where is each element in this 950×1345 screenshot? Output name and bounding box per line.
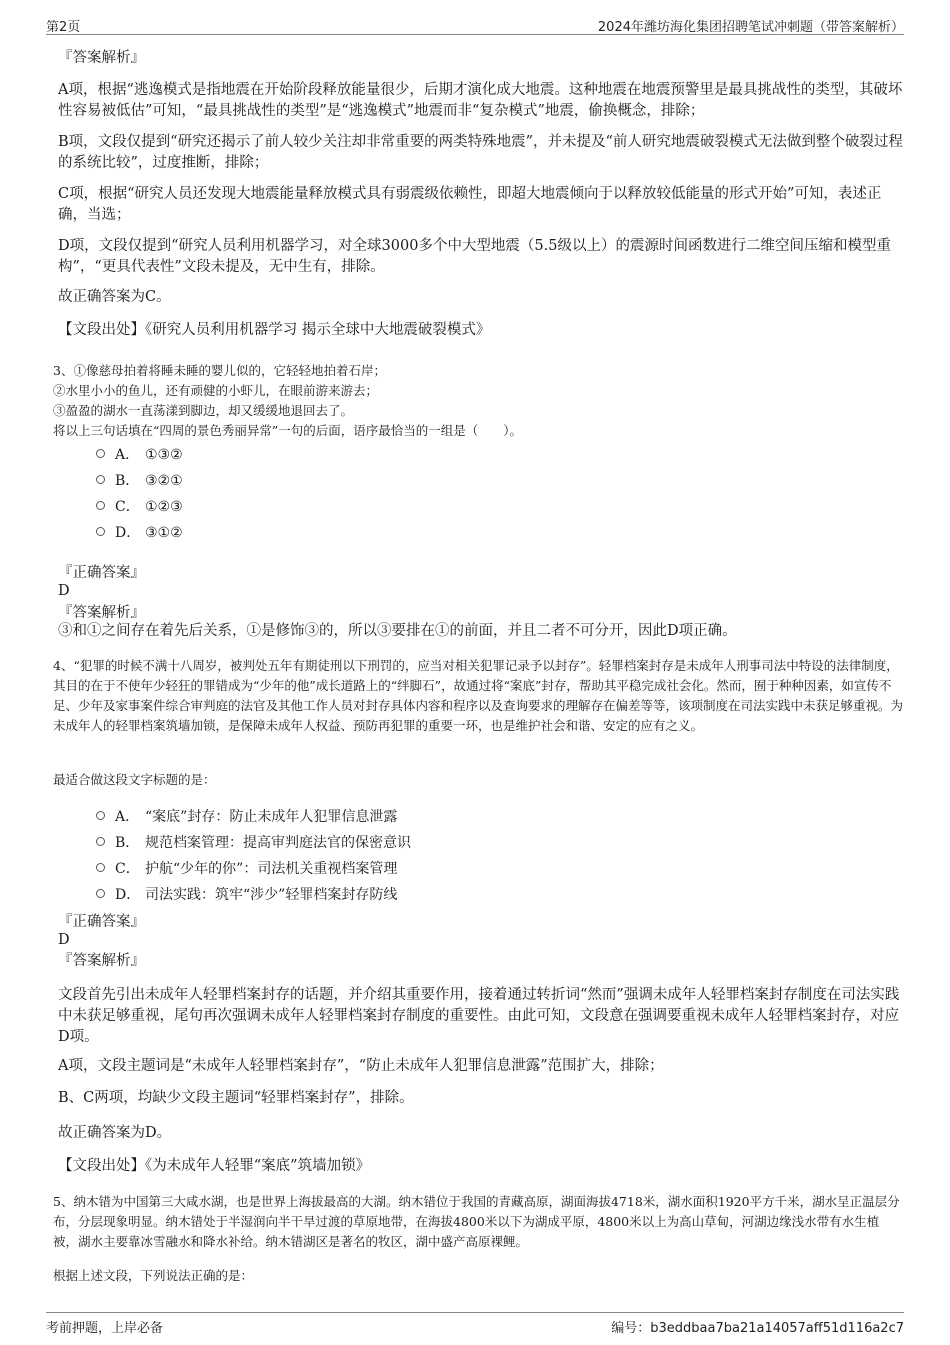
q4-question: 最适合做这段文字标题的是：: [53, 772, 216, 787]
q4-analysis-a: A项，文段主题词是“未成年人轻罪档案封存”，“防止未成年人犯罪信息泄露”范围扩大，排除；: [58, 1058, 664, 1074]
q4-answer-label: 『正确答案』: [58, 914, 145, 930]
q3-line-1: 3、①像慈母拍着将睡未睡的婴儿似的，它轻轻地拍着石岸；: [53, 363, 386, 378]
q4-option-d[interactable]: [115, 886, 397, 904]
option-letter: C．: [115, 861, 140, 877]
page-number: 第2页: [46, 20, 81, 35]
option-letter: C．: [115, 499, 140, 515]
q4-passage: 4、“犯罪的时候不满十八周岁，被判处五年有期徒刑以下刑罚的，应当对相关犯罪记录予以封存”。轻罪档案封存是未成年人刑事司法中特设的法律制度，其目的在于不使年少轻狂的罪错成为“少年的他”成长道路上的“绊脚石”，故通过将“案底”封存，帮助其平稳完成社会化。然而，囿于种种因素，如宣传不足、少年及家事案件综合审判庭的法官及其他工作人员对封存具体内容和程序以及查询要求的理解存在偏差等等，该项制度在司法实践中未获足够重视。为未成年人的轻罪档案筑墙加锁，是保障未成年人权益、预防再犯罪的重要一环，也是维护社会和谐、安定的应有之义。: [53, 658, 904, 733]
radio-icon[interactable]: [96, 811, 105, 820]
radio-icon[interactable]: [96, 863, 105, 872]
q2-analysis-label: 『答案解析』: [58, 50, 145, 66]
q4-conclusion: 故正确答案为D。: [58, 1125, 172, 1141]
option-text: “案底”封存：防止未成年人犯罪信息泄露: [145, 809, 398, 825]
radio-icon[interactable]: [96, 501, 105, 510]
q5-question: 根据上述文段，下列说法正确的是：: [53, 1268, 254, 1283]
option-letter: A．: [115, 447, 140, 463]
q3-option-b[interactable]: [115, 472, 183, 490]
page-footer: [46, 1312, 904, 1337]
option-letter: D．: [115, 525, 141, 541]
q3-line-4: 将以上三句话填在“四周的景色秀丽异常”一句的后面，语序最恰当的一组是（ ）。: [53, 423, 523, 438]
document-title: 2024年潍坊海化集团招聘笔试冲刺题（带答案解析）: [597, 20, 904, 35]
q2-conclusion: 故正确答案为C。: [58, 289, 171, 305]
q3-option-c[interactable]: [115, 498, 183, 516]
q3-line-3: ③盈盈的湖水一直荡漾到脚边，却又缓缓地退回去了。: [53, 403, 354, 418]
option-text: 护航“少年的你”：司法机关重视档案管理: [145, 861, 398, 877]
q3-answer-label: 『正确答案』: [58, 565, 145, 581]
option-text: ③②①: [145, 473, 183, 489]
q4-source: 【文段出处】《为未成年人轻罪“案底”筑墙加锁》: [58, 1158, 371, 1174]
option-text: 规范档案管理：提高审判庭法官的保密意识: [145, 835, 411, 851]
q2-source: 【文段出处】《研究人员利用机器学习 揭示全球中大地震破裂模式》: [58, 322, 491, 338]
q3-analysis: ③和①之间存在着先后关系，①是修饰③的，所以③要排在①的前面，并且二者不可分开，因此D项正确。: [58, 623, 737, 639]
q3-analysis-label: 『答案解析』: [58, 605, 145, 621]
radio-icon[interactable]: [96, 889, 105, 898]
q2-analysis-b: B项，文段仅提到“研究还揭示了前人较少关注却非常重要的两类特殊地震”，并未提及“前人研究地震破裂模式无法做到整个破裂过程的系统比较”，过度推断，排除；: [58, 134, 903, 171]
option-text: ③①②: [145, 525, 183, 541]
q2-analysis-c: C项，根据“研究人员还发现大地震能量释放模式具有弱震级依赖性，即超大地震倾向于以释放较低能量的形式开始”可知，表述正确，当选；: [58, 186, 882, 223]
radio-icon[interactable]: [96, 837, 105, 846]
radio-icon[interactable]: [96, 527, 105, 536]
q4-option-c[interactable]: [115, 860, 397, 878]
document-code: 编号：b3eddbaa7ba21a14057aff51d116a2c7: [611, 1321, 904, 1336]
radio-icon[interactable]: [96, 475, 105, 484]
q3-option-d[interactable]: [115, 524, 183, 542]
option-letter: A．: [115, 809, 140, 825]
q4-analysis-label: 『答案解析』: [58, 953, 145, 969]
q4-analysis-main: 文段首先引出未成年人轻罪档案封存的话题，并介绍其重要作用，接着通过转折词“然而”强调未成年人轻罪档案封存制度在司法实践中未获足够重视，尾句再次强调未成年人轻罪档案封存制度的重要性。由此可知，文段意在强调要重视未成年人轻罪档案封存，对应D项。: [58, 987, 900, 1045]
q3-answer: D: [58, 583, 70, 599]
q4-option-a[interactable]: [115, 808, 397, 826]
page-header: [46, 14, 904, 35]
q2-analysis-a: A项，根据“逃逸模式是指地震在开始阶段释放能量很少，后期才演化成大地震。这种地震在地震预警里是最具挑战性的类型，其破坏性容易被低估”可知，“最具挑战性的类型”是“逃逸模式”地震而非“复杂模式”地震，偷换概念，排除；: [58, 82, 903, 119]
option-letter: B．: [115, 473, 140, 489]
q3-option-a[interactable]: [115, 446, 183, 464]
q4-analysis-bc: B、C两项，均缺少文段主题词“轻罪档案封存”，排除。: [58, 1090, 414, 1106]
option-letter: D．: [115, 887, 141, 903]
q3-line-2: ②水里小小的鱼儿，还有顽健的小虾儿，在眼前游来游去；: [53, 383, 379, 398]
option-text: ①②③: [145, 499, 183, 515]
q5-passage: 5、纳木错为中国第三大咸水湖，也是世界上海拔最高的大湖。纳木错位于我国的青藏高原，湖面海拔4718米，湖水面积1920平方千米，湖水呈正温层分布，分层现象明显。纳木错处于半湿润向半干旱过渡的草原地带，在海拔4800米以下为湖成平原，4800米以上为高山草甸，河湖边缘浅水带有水生植被，湖水主要靠冰雪融水和降水补给。纳木错湖区是著名的牧区，湖中盛产高原裸鲤。: [53, 1194, 900, 1249]
q2-analysis-d: D项，文段仅提到“研究人员利用机器学习，对全球3000多个中大型地震（5.5级以上）的震源时间函数进行二维空间压缩和模型重构”，“更具代表性”文段未提及，无中生有，排除。: [58, 238, 891, 275]
q4-answer: D: [58, 932, 70, 948]
footer-motto: 考前押题，上岸必备: [46, 1321, 164, 1336]
option-letter: B．: [115, 835, 140, 851]
radio-icon[interactable]: [96, 449, 105, 458]
option-text: 司法实践：筑牢“涉少”轻罪档案封存防线: [145, 887, 398, 903]
option-text: ①③②: [145, 447, 183, 463]
q4-option-b[interactable]: [115, 834, 411, 852]
